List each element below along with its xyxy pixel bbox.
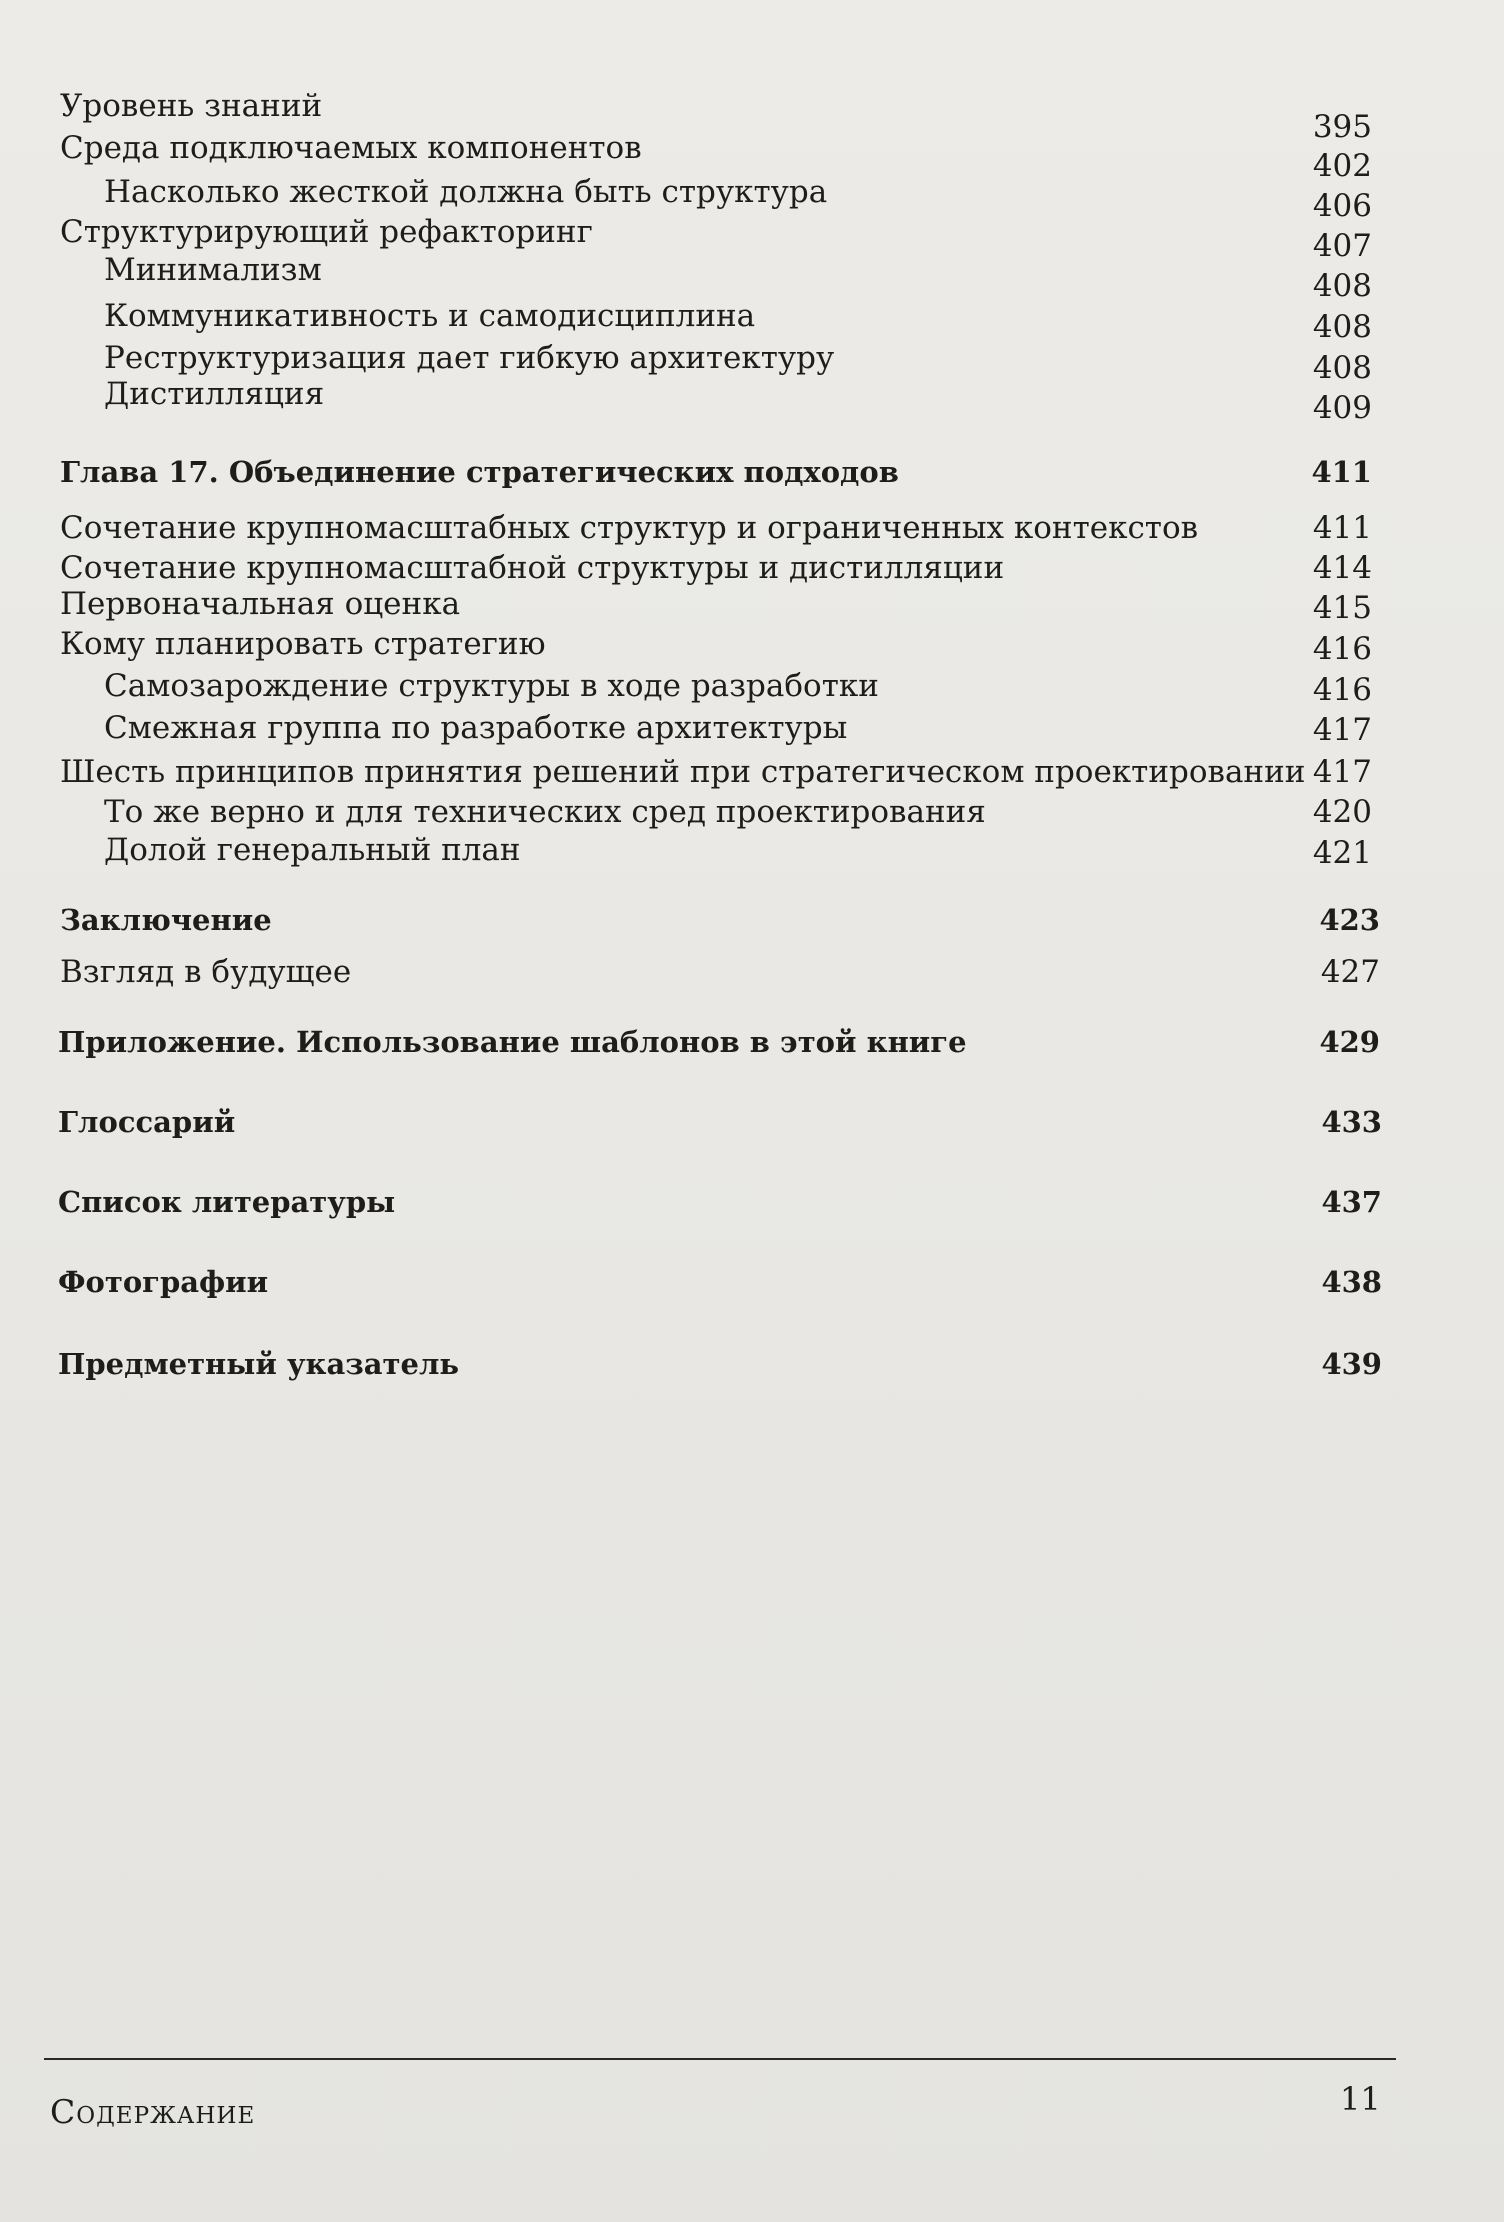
footer-section-title: Содержание — [50, 2092, 256, 2131]
toc-entry-page: 421 — [1312, 835, 1372, 871]
toc-entry-title: То же верно и для технических сред проектирования — [104, 794, 986, 830]
toc-chapter-entry — [0, 452, 1504, 496]
toc-entry-title: Сочетание крупномасштабной структуры и дистилляции — [60, 550, 1005, 586]
toc-entry-page: 407 — [1312, 228, 1372, 264]
toc-entry — [0, 172, 1504, 224]
toc-chapter-entry — [0, 1262, 1504, 1306]
toc-entry-title: Взгляд в будущее — [60, 954, 352, 990]
toc-entry-page: 408 — [1312, 350, 1372, 386]
toc-entry — [0, 952, 1504, 996]
toc-entry-page: 408 — [1312, 268, 1372, 304]
toc-entry-title: Кому планировать стратегию — [60, 626, 546, 662]
toc-entry-page: 406 — [1312, 188, 1372, 224]
toc-chapter-entry — [0, 1102, 1504, 1146]
toc-entry-title: Долой генеральный план — [104, 832, 521, 868]
toc-entry-title: Шесть принципов принятия решений при стратегическом проектировании — [60, 754, 1306, 790]
toc-entry-title: Первоначальная оценка — [60, 586, 461, 622]
toc-entry-title: Глоссарий — [58, 1105, 236, 1139]
toc-entry-page: 433 — [1321, 1105, 1382, 1139]
toc-entry-page: 409 — [1312, 390, 1372, 426]
toc-entry-page: 420 — [1312, 794, 1372, 830]
toc-entry-title: Сочетание крупномасштабных структур и ограниченных контекстов — [60, 510, 1199, 546]
toc-entry-page: 416 — [1312, 631, 1372, 667]
toc-entry-page: 408 — [1312, 309, 1372, 345]
toc-entry-page: 411 — [1311, 455, 1372, 489]
toc-entry-page: 411 — [1312, 510, 1372, 546]
toc-entry — [0, 250, 1504, 304]
toc-entry-page: 414 — [1312, 550, 1372, 586]
toc-entry-title: Глава 17. Объединение стратегических подходов — [60, 455, 899, 489]
toc-entry-page: 439 — [1321, 1347, 1382, 1381]
toc-entry — [0, 296, 1504, 345]
toc-entry-page: 417 — [1312, 712, 1372, 748]
toc-entry-page: 429 — [1319, 1025, 1380, 1059]
toc-entry-title: Насколько жесткой должна быть структура — [104, 174, 828, 210]
toc-entry-title: Минимализм — [104, 252, 322, 288]
toc-entry-title: Среда подключаемых компонентов — [60, 130, 642, 166]
toc-entry-title: Коммуникативность и самодисциплина — [104, 298, 756, 334]
toc-entry-page: 416 — [1312, 672, 1372, 708]
toc-entry-page: 438 — [1321, 1265, 1382, 1299]
toc-chapter-entry — [0, 1022, 1504, 1066]
toc-entry — [0, 752, 1504, 796]
toc-entry — [0, 666, 1504, 710]
toc-chapter-entry — [0, 1182, 1504, 1226]
toc-entry-title: Предметный указатель — [58, 1347, 460, 1381]
toc-entry — [0, 830, 1504, 874]
toc-entry-title: Реструктуризация дает гибкую архитектуру — [104, 340, 835, 376]
toc-entry — [0, 128, 1504, 184]
toc-entry-title: Заключение — [60, 903, 272, 937]
toc-entry-page: 402 — [1312, 148, 1372, 184]
toc-entry-page: 427 — [1320, 954, 1380, 990]
toc-entry-page: 415 — [1312, 590, 1372, 626]
toc-entry — [0, 708, 1504, 752]
toc-entry-title: Список литературы — [58, 1185, 396, 1219]
toc-entry-page: 395 — [1312, 109, 1372, 145]
toc-entry-title: Самозарождение структуры в ходе разработки — [104, 668, 879, 704]
toc-entry-title: Смежная группа по разработке архитектуры — [104, 710, 848, 746]
toc-entry-page: 423 — [1319, 903, 1380, 937]
toc-entry — [0, 624, 1504, 668]
toc-entry-title: Фотографии — [58, 1265, 269, 1299]
toc-entry-title: Уровень знаний — [60, 88, 323, 124]
toc-chapter-entry — [0, 1344, 1504, 1388]
toc-entry — [0, 374, 1504, 426]
toc-entry-page: 437 — [1321, 1185, 1382, 1219]
footer-page-number: 11 — [1340, 2080, 1381, 2118]
toc-chapter-entry — [0, 900, 1504, 944]
toc-entry — [0, 86, 1504, 145]
toc-entry-title: Структурирующий рефакторинг — [60, 214, 593, 250]
footer-rule — [44, 2058, 1396, 2060]
toc-entry-title: Приложение. Использование шаблонов в этой книге — [58, 1025, 967, 1059]
toc-entry — [0, 508, 1504, 552]
toc-entry — [0, 584, 1504, 628]
toc-entry-title: Дистилляция — [104, 376, 325, 412]
toc-entry-page: 417 — [1312, 754, 1372, 790]
